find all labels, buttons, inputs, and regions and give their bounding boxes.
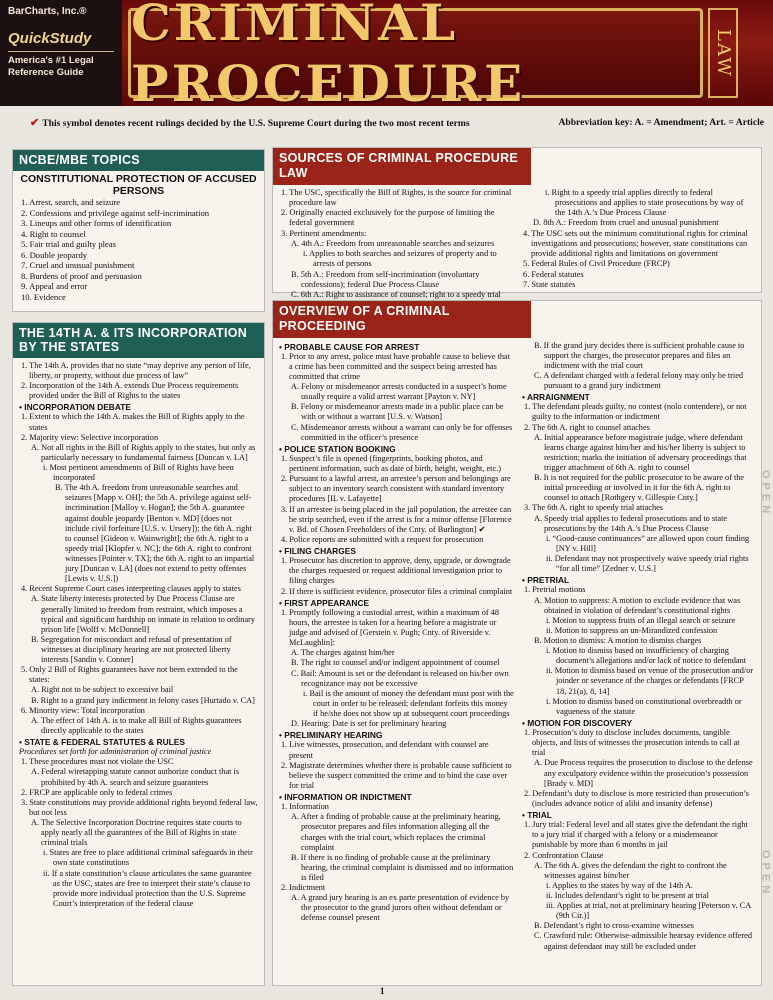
ncbe-topic-item: 9. Appeal and error <box>21 281 88 292</box>
outline-item: 3. State constitutions may provide additional rights beyond federal law, but not less <box>21 797 258 817</box>
ncbe-topics-panel <box>12 149 265 312</box>
outline-item: 4. Police reports are submitted with a request for prosecution <box>281 534 484 544</box>
section-subheading: • MOTION FOR DISCOVERY <box>522 718 755 728</box>
outline-item: ii. Motion to suppress an un-Mirandized confession <box>545 625 718 635</box>
outline-item: B. If the grand jury decides there is sufficient probable cause to support the charges, the prosecutor prepares and files an indictment with the trial court <box>533 340 745 370</box>
outline-item: ii. Motion to dismiss based on venue of the prosecution and/or joinder or severance of the charges or defendants [FRCP 18, 21(a), 8, 14] <box>545 666 754 696</box>
section-subheading: • POLICE STATION BOOKING <box>279 444 514 454</box>
outline-item: A. The Selective Incorporation Doctrine requires state courts to apply nearly all the guarantees of the Bill of Rights in state criminal trials <box>31 817 242 848</box>
outline-item: A. 4th A.: Freedom from unreasonable searches and seizures <box>291 238 495 248</box>
fourteenth-heading: THE 14TH A. & ITS INCORPORATION BY THE STATES <box>13 323 264 358</box>
outline-item: ii. Includes defendant’s right to be present at trial <box>545 890 709 900</box>
outline-item: ii. Defendant may not prospectively waive speedy trial rights “for all time” [Zedner v. U.S.] <box>545 553 749 574</box>
outline-item: A. State liberty interests protected by Due Process Clause are generally limited to freedom from restraint, which imposes a typical and significant hardship on inmate in relation to ordinary prison life [Wolff v. McDonnell] <box>31 594 256 634</box>
outline-item: 5. Only 2 Bill of Rights guarantees have not been extended to the states: <box>21 665 238 685</box>
outline-item: 6. Federal statutes <box>523 269 584 279</box>
outline-item: B. Motion to dismiss: A motion to dismiss charges <box>533 635 702 645</box>
outline-item: ii. If a state constitution’s clause articulates the same guarantee as the USC, states are free to interpret their state’s clause to provide more individual protection than the U.S. Supreme Court’s interpretation of the federal clause <box>43 868 252 908</box>
ncbe-topic-item: 7. Cruel and unusual punishment <box>21 260 135 271</box>
outline-item: C. Misdemeanor arrests without a warrant can only be for offenses committed in the officer’s presence <box>291 422 513 442</box>
section-subheading: • STATE & FEDERAL STATUTES & RULES <box>19 737 258 747</box>
open-tab-upper: OPEN <box>759 470 772 518</box>
checkmark-icon: ✔ <box>30 117 40 129</box>
outline-item: 1. Jury trial: Federal level and all states give the defendant the right to a jury trial if charged with a felony or a misdemeanor punishable by more than 6 months in jail <box>523 820 748 850</box>
outline-item: Procedures set forth for administration of criminal justice <box>19 747 212 757</box>
outline-item: B. It is not required for the public prosecutor to be aware of the initial proceeding or involved in it for the 6th A. right to counsel to attach [Rothgery v. Gillespie Cnty.] <box>533 473 745 503</box>
outline-item: A. Federal wiretapping statute cannot authorize conduct that is prohibited by 4th A. search and seizure guarantees <box>31 767 240 787</box>
header-banner <box>0 0 773 113</box>
outline-item: 1. The defendant pleads guilty, no contest (nolo contendere), or not guilty to the information or indictment <box>523 402 747 422</box>
page-number: 1 <box>380 986 385 996</box>
fourteenth-body <box>13 358 264 912</box>
section-subheading: • INCORPORATION DEBATE <box>19 402 258 412</box>
page-title: CRIMINAL PROCEDURE <box>131 0 526 113</box>
outline-item: C. Crawford rule: Otherwise-admissible hearsay evidence offered against defendant may still be excluded under <box>533 931 753 951</box>
outline-item: A. A grand jury hearing is an ex parte presentation of evidence by the prosecutor to the grand jurors often without defendant or defense counsel present <box>291 893 510 923</box>
subject-tab-label: LAW <box>712 28 734 78</box>
outline-item: i. Most pertinent amendments of Bill of Rights have been incorporated <box>43 462 234 483</box>
ncbe-topic-item: 4. Right to counsel <box>21 228 86 239</box>
outline-item: A. Initial appearance before magistrate judge, where defendant learns charge against him/her and his/her liberty is subject to restriction; marks the initiation of adversary proceedings that trigger attachment of 6th A. right to counsel <box>533 432 747 472</box>
outline-item: B. If there is no finding of probable cause at the preliminary hearing, the criminal complaint is dismissed and no information is filed <box>291 852 514 883</box>
fourteenth-amendment-panel <box>12 322 265 986</box>
outline-item: i. States are free to place additional criminal safeguards in their own state constitutions <box>43 848 253 868</box>
section-subheading: • PRETRIAL <box>522 575 755 585</box>
ncbe-topic-item: 5. Fair trial and guilty pleas <box>21 239 116 250</box>
outline-item: A. After a finding of probable cause at the preliminary hearing, prosecutor prepares and files information alleging all the charges with the trial court, which replaces the criminal complaint <box>291 812 501 852</box>
ncbe-topic-item: 3. Lineups and other forms of identification <box>21 218 172 229</box>
outline-item: 3. If an arrestee is being placed in the jail population, the arrestee can be strip searched, even if the arrest is for a minor offense [Florence v. Bd. of Chosen Freeholders of the Cnty. of Burlington] ✔ <box>281 504 512 534</box>
outline-item: 1. Pretrial motions <box>523 585 586 595</box>
outline-item: A. Due Process requires the prosecution to disclose to the defense any exculpatory evidence within the prosecution’s possession [Brady v. MD] <box>533 758 753 788</box>
overview-right-column <box>522 341 755 952</box>
ncbe-topic-item: 2. Confessions and privilege against self-incrimination <box>21 207 210 218</box>
outline-item: i. “Good-cause continuances” are allowed upon court finding [NY v. Hill] <box>545 533 750 553</box>
tagline: America's #1 Legal Reference Guide <box>8 55 94 78</box>
ncbe-topic-item: 8. Burdens of proof and persuasion <box>21 270 142 281</box>
section-subheading: • ARRAIGNMENT <box>522 392 755 402</box>
outline-item: i. Bail is the amount of money the defendant must post with the court in order to be released; defendant forfeits this money if he/she does not show up at subsequent court proceedings <box>303 688 514 718</box>
outline-item: 1. Live witnesses, prosecution, and defendant with counsel are present <box>281 740 489 760</box>
outline-item: 2. Majority view: Selective incorporation <box>21 432 159 442</box>
outline-item: D. Hearing: Date is set for preliminary hearing <box>291 719 447 729</box>
brand-box <box>0 0 122 106</box>
outline-item: A. The 6th A. gives the defendant the right to confront the witnesses against him/her <box>533 860 727 880</box>
open-tab-lower: OPEN <box>759 850 772 898</box>
subject-tab <box>708 8 738 98</box>
outline-item: 2. Indictment <box>281 883 326 893</box>
overview-heading: OVERVIEW OF A CRIMINAL PROCEEDING <box>273 301 531 338</box>
outline-item: A. Not all rights in the Bill of Rights apply to the states, but only as particularly necessary to fundamental fairness [Duncan v. LA] <box>31 442 256 462</box>
outline-item: 2. Pursuant to a lawful arrest, an arrestee’s person and belongings are subject to an inventory search consistent with standard inventory procedures [IL v. Lafayette] <box>281 474 511 504</box>
ncbe-topic-list <box>19 197 258 302</box>
notice-bar <box>30 117 770 130</box>
outline-item: 5. Federal Rules of Civil Procedure (FRCP) <box>523 259 670 269</box>
outline-item: A. Motion to suppress: A motion to exclude evidence that was obtained in violation of defendant’s constitutional rights <box>533 595 741 615</box>
sources-panel <box>272 147 762 299</box>
title-box <box>128 0 703 113</box>
outline-item: i. Motion to dismiss based on constitutional overbreadth or vagueness of the statute <box>545 696 742 716</box>
outline-item: 3. The 6th A. right to speedy trial attaches <box>523 503 664 513</box>
outline-item: 1. Prior to any arrest, police must have probable cause to believe that a crime has been committed and the suspect being arrested has committed that crime <box>281 351 511 381</box>
ncbe-topic-item: 6. Double jeopardy <box>21 249 88 260</box>
ncbe-topic-item: 1. Arrest, search, and seizure <box>21 197 121 208</box>
ncbe-subheading: CONSTITUTIONAL PROTECTION OF ACCUSED PERSONS <box>20 173 257 198</box>
outline-item: i. Applies to the states by way of the 14th A. <box>545 880 694 890</box>
outline-item: 1. Prosecution’s duty to disclose includes documents, tangible objects, and lists of witnesses the prosecution intends to call at trial <box>523 728 740 758</box>
sources-right-column <box>521 188 755 301</box>
outline-item: B. Felony or misdemeanor arrests made in a public place can be with or without a warrant [U.S. v. Watson] <box>291 402 504 422</box>
outline-item: 1. Promptly following a custodial arrest, within a maximum of 48 hours, the arrestee is taken for a hearing before a magistrate or judge and advised of [Gerstein v. Pugh; Cnty. of Riverside v. McLaughlin]: <box>281 607 499 648</box>
outline-item: 6. Minority view: Total incorporation <box>21 705 145 715</box>
outline-item: A. Felony or misdemeanor arrests conducted in a suspect’s home usually require a valid arrest warrant [Payton v. NY] <box>291 382 507 402</box>
section-subheading: • TRIAL <box>522 810 755 820</box>
outline-item: i. Applies to both searches and seizures of property and to arrests of persons <box>303 249 497 269</box>
outline-item: 1. These procedures must not violate the USC <box>21 757 174 767</box>
outline-item: 2. Defendant’s duty to disclose is more restricted than prosecution’s (includes advance notice of alibi and insanity defense) <box>523 788 749 808</box>
outline-item: B. Defendant’s right to cross-examine witnesses <box>533 921 694 931</box>
section-subheading: • INFORMATION OR INDICTMENT <box>279 792 514 802</box>
outline-item: B. The 4th A. freedom from unreasonable searches and seizures [Mapp v. OH]; the 5th A. privilege against self-incrimination [Malloy v. Hogan]; the 5th A. guarantee against double jeopardy [Benton v. MD] (does not include civil forfeiture [U.S. v. Ursery]); the 6th A. right to counsel [Gideon v. Wainwright]; the 6th A. right to a speedy trial [Klopfer v. NC]; the 6th A. right to confront witnesses [Pointer v. TX]; the 6th A. right to an impartial jury [Duncan v. LA] (does not extend to petty offenses [Lewis v. U.S.]) <box>55 483 255 584</box>
abbreviation-key: Abbreviation key: A. = Amendment; Art. = Article <box>558 117 764 128</box>
section-subheading: • PRELIMINARY HEARING <box>279 730 514 740</box>
ncbe-topics-heading: NCBE/MBE TOPICS <box>13 150 264 171</box>
outline-item: 2. FRCP are applicable only to federal crimes <box>21 787 173 797</box>
outline-item: iii. Applies at trial, not at preliminary hearing [Peterson v. CA (9th Cir.)] <box>545 901 751 921</box>
notice-text: This symbol denotes recent rulings decided by the U.S. Supreme Court during the two most recent terms <box>42 118 470 129</box>
outline-item: 2. Originally enacted exclusively for the purpose of limiting the federal government <box>281 208 495 228</box>
outline-item: 2. If there is sufficient evidence, prosecutor files a criminal complaint <box>281 586 513 596</box>
ncbe-topic-item: 10. Evidence <box>21 291 66 302</box>
outline-item: C. Bail: Amount is set or the defendant is released on his/her own recognizance may not be excessive <box>291 668 509 688</box>
outline-item: 1. Prosecutor has discretion to approve, deny, upgrade, or downgrade the charges requested or request additional investigation prior to filing charges <box>281 556 511 586</box>
publisher-name: BarCharts, Inc.® <box>8 6 87 17</box>
outline-item: i. Motion to dismiss based on insufficiency of charging document’s allegations and/or lack of notice to defendant <box>545 646 747 666</box>
brand-logo: QuickStudy <box>8 30 92 48</box>
section-subheading: • FILING CHARGES <box>279 546 514 556</box>
outline-item: 3. Pertinent amendments: <box>281 228 367 238</box>
overview-panel <box>272 300 762 986</box>
outline-item: 4. The USC sets out the minimum constitutional rights for criminal investigations and prosecutions; however, state constitutions can provide additional rights and limitations on government <box>523 228 748 258</box>
outline-item: B. 5th A.: Freedom from self-incrimination (involuntary confessions); federal Due Process Clause <box>291 269 480 289</box>
outline-item: 1. The USC, specifically the Bill of Rights, is the source for criminal procedure law <box>281 187 512 207</box>
outline-item: D. 8th A.: Freedom from cruel and unusual punishment <box>533 218 719 228</box>
outline-item: i. Motion to suppress fruits of an illegal search or seizure <box>545 615 736 625</box>
outline-item: B. Segregation for misconduct and refusal of presentation of witnesses at disciplinary hearing are not protected liberty interests [Sandin v. Conner] <box>31 634 232 665</box>
outline-item: 7. State statutes <box>523 279 576 289</box>
outline-item: 1. Extent to which the 14th A. makes the Bill of Rights apply to the states <box>21 412 245 432</box>
outline-item: A. Right not to be subject to excessive bail <box>31 685 174 695</box>
outline-item: A. The effect of 14th A. is to make all Bill of Rights guarantees directly applicable to the states <box>31 715 242 735</box>
outline-item: B. The right to counsel and/or indigent appointment of counsel <box>291 658 500 668</box>
outline-item: 2. Confrontation Clause <box>523 850 604 860</box>
sources-left-column <box>279 188 513 301</box>
outline-item: 2. Incorporation of the 14th A. extends Due Process requirements provided under the Bill of Rights to the states <box>21 380 239 401</box>
outline-item: A. Speedy trial applies to federal prosecutions and to state prosecutions by the 14th A.’s Due Process Clause <box>533 513 728 533</box>
section-subheading: • FIRST APPEARANCE <box>279 598 514 608</box>
section-subheading: • PROBABLE CAUSE FOR ARREST <box>279 342 514 352</box>
outline-item: C. A defendant charged with a federal felony may only be tried pursuant to a grand jury indictment <box>533 370 744 390</box>
overview-left-column <box>279 341 514 952</box>
outline-item: 1. The 14th A. provides that no state “may deprive any person of life, liberty, or property, without due process of law” <box>21 360 251 380</box>
outline-item: C. 6th A.: Right to assistance of counsel; right to a speedy trial <box>291 290 501 299</box>
outline-item: 2. Magistrate determines whether there is probable cause sufficient to believe the suspect committed the crime and to bind the case over for trial <box>281 760 512 790</box>
sources-heading: SOURCES OF CRIMINAL PROCEDURE LAW <box>273 148 531 185</box>
outline-item: B. Right to a grand jury indictment in felony cases [Hurtado v. CA] <box>31 695 255 705</box>
outline-item: 1. Suspect’s file is opened (fingerprints, booking photos, and pertinent information, such as date of birth, height, weight, etc.) <box>281 453 501 474</box>
outline-item: 1. Information <box>281 802 329 812</box>
outline-item: A. The charges against him/her <box>291 648 395 658</box>
outline-item: 2. The 6th A. right to counsel attaches <box>523 422 650 432</box>
outline-item: i. Right to a speedy trial applies directly to federal prosecutions and applies to state prosecutions by way of the 14th A.’s Due Process Clause <box>545 187 744 217</box>
outline-item: 4. Recent Supreme Court cases interpreting clauses apply to states <box>21 584 241 594</box>
